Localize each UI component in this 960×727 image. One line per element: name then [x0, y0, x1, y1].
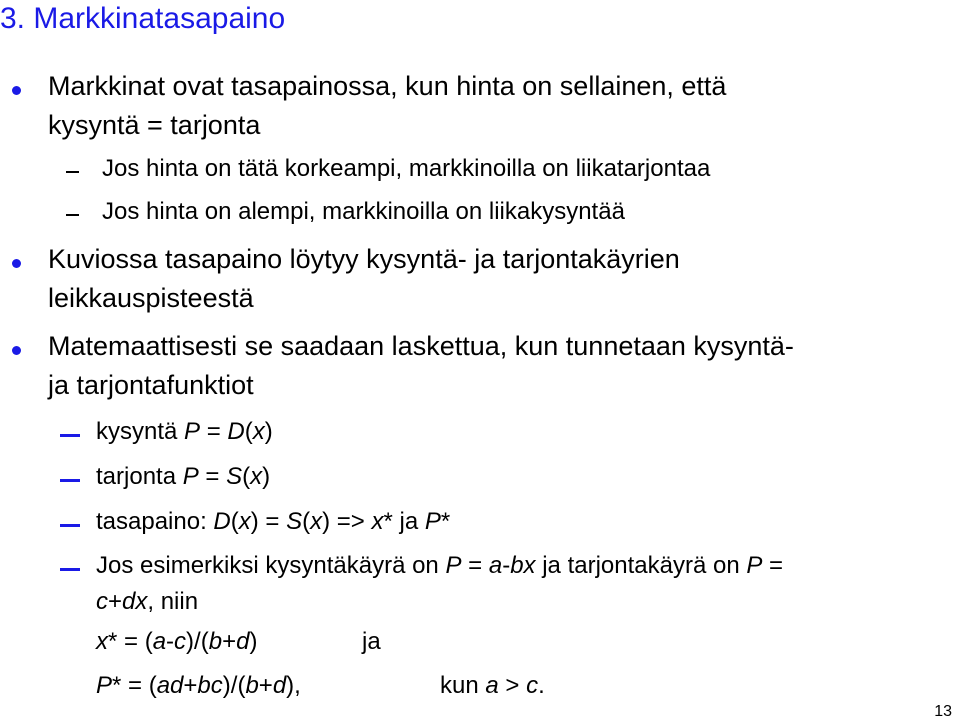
equation-supply [96, 463, 270, 491]
solution-p [96, 672, 301, 700]
eq-var: P [96, 672, 113, 699]
eq-text: ( [244, 418, 253, 445]
eq-var: P [182, 463, 199, 490]
eq-var: D [213, 508, 231, 535]
sub-dash [60, 434, 80, 437]
eq-text: ( [242, 463, 251, 490]
example-line [96, 588, 198, 616]
eq-text: ) [249, 628, 258, 655]
equation-equilibrium [96, 508, 450, 536]
sub-dash [60, 568, 80, 571]
eq-var: x [310, 508, 323, 535]
eq-var: dx [122, 588, 148, 615]
solution-x [96, 628, 257, 656]
eq-text: + [222, 628, 237, 655]
eq-var: b [208, 628, 223, 655]
bullet-text: Markkinat ovat tasapainossa, kun hinta on sellainen, että [48, 71, 727, 101]
eq-var: S [286, 508, 303, 535]
solution-and: ja [362, 628, 381, 655]
eq-text: ), [286, 672, 301, 699]
eq-text: . [538, 672, 545, 699]
eq-var: x [96, 628, 108, 655]
sub-dash [60, 524, 80, 527]
eq-var: x [250, 463, 263, 490]
eq-text: = [198, 463, 227, 490]
eq-var: D [227, 418, 245, 445]
eq-text: tarjonta [96, 463, 183, 490]
eq-text: = [762, 552, 784, 579]
bullet-text: Kuviossa tasapaino löytyy kysyntä- ja tarjontakäyrien [48, 244, 680, 274]
eq-text: , niin [147, 588, 199, 615]
eq-text: kysyntä [96, 418, 185, 445]
eq-text: * ja [383, 508, 425, 535]
eq-var: bc [197, 672, 223, 699]
bullet-dot [12, 346, 21, 355]
eq-var: a [152, 628, 167, 655]
sub-item-text: Jos hinta on alempi, markkinoilla on liikakysyntää [102, 198, 625, 225]
bullet-dot [12, 259, 21, 268]
eq-var: c [174, 628, 187, 655]
eq-text: )/( [222, 672, 246, 699]
eq-text: ) => [322, 508, 372, 535]
eq-text: + [258, 672, 273, 699]
example-line [96, 552, 783, 580]
bullet-text: ja tarjontafunktiot [48, 370, 254, 400]
eq-text: - [502, 552, 511, 579]
slide-title: 3. Markkinatasapaino [0, 2, 286, 35]
eq-var: d [272, 672, 287, 699]
eq-text: * = ( [112, 672, 157, 699]
sub-item-text: Jos hinta on tätä korkeampi, markkinoilla on liikatarjontaa [102, 155, 711, 182]
bullet-dot [12, 86, 21, 95]
eq-text: * = ( [108, 628, 153, 655]
eq-text: tasapaino: [96, 508, 214, 535]
eq-var: bx [510, 552, 536, 579]
sub-dash [60, 479, 80, 482]
eq-text: + [108, 588, 123, 615]
eq-var: x [371, 508, 384, 535]
eq-text: ) [262, 463, 271, 490]
eq-text: kun [440, 672, 486, 699]
eq-text: ( [230, 508, 239, 535]
sub-dash [66, 171, 79, 173]
eq-var: c [526, 672, 539, 699]
bullet-text: kysyntä = tarjonta [48, 110, 261, 140]
bullet-text: Matemaattisesti se saadaan laskettua, kun tunnetaan kysyntä- [48, 331, 794, 361]
eq-var: a [488, 552, 503, 579]
eq-var: P [424, 508, 441, 535]
eq-var: a [485, 672, 499, 699]
eq-var: x [238, 508, 251, 535]
eq-text: = [461, 552, 489, 579]
eq-text: - [166, 628, 175, 655]
eq-var: x [252, 418, 265, 445]
eq-var: d [236, 628, 250, 655]
eq-text: = [200, 418, 228, 445]
eq-var: b [245, 672, 259, 699]
eq-var: P [184, 418, 201, 445]
sub-dash [66, 214, 79, 216]
condition [440, 672, 545, 700]
eq-text: ) = [250, 508, 287, 535]
bullet-text: leikkauspisteestä [48, 283, 254, 313]
eq-var: P [445, 552, 462, 579]
eq-text: * [440, 508, 451, 535]
eq-text: Jos esimerkiksi kysyntäkäyrä on [96, 552, 446, 579]
eq-text: ja tarjontakäyrä on [535, 552, 747, 579]
equation-demand [96, 418, 273, 446]
page-number: 13 [934, 703, 952, 720]
eq-var: c [96, 588, 108, 615]
eq-var: S [226, 463, 243, 490]
eq-text: > [498, 672, 527, 699]
eq-text: )/( [186, 628, 209, 655]
eq-text: ( [302, 508, 311, 535]
eq-var: ad [156, 672, 184, 699]
eq-text: ) [264, 418, 273, 445]
eq-text: + [183, 672, 198, 699]
eq-var: P [746, 552, 763, 579]
